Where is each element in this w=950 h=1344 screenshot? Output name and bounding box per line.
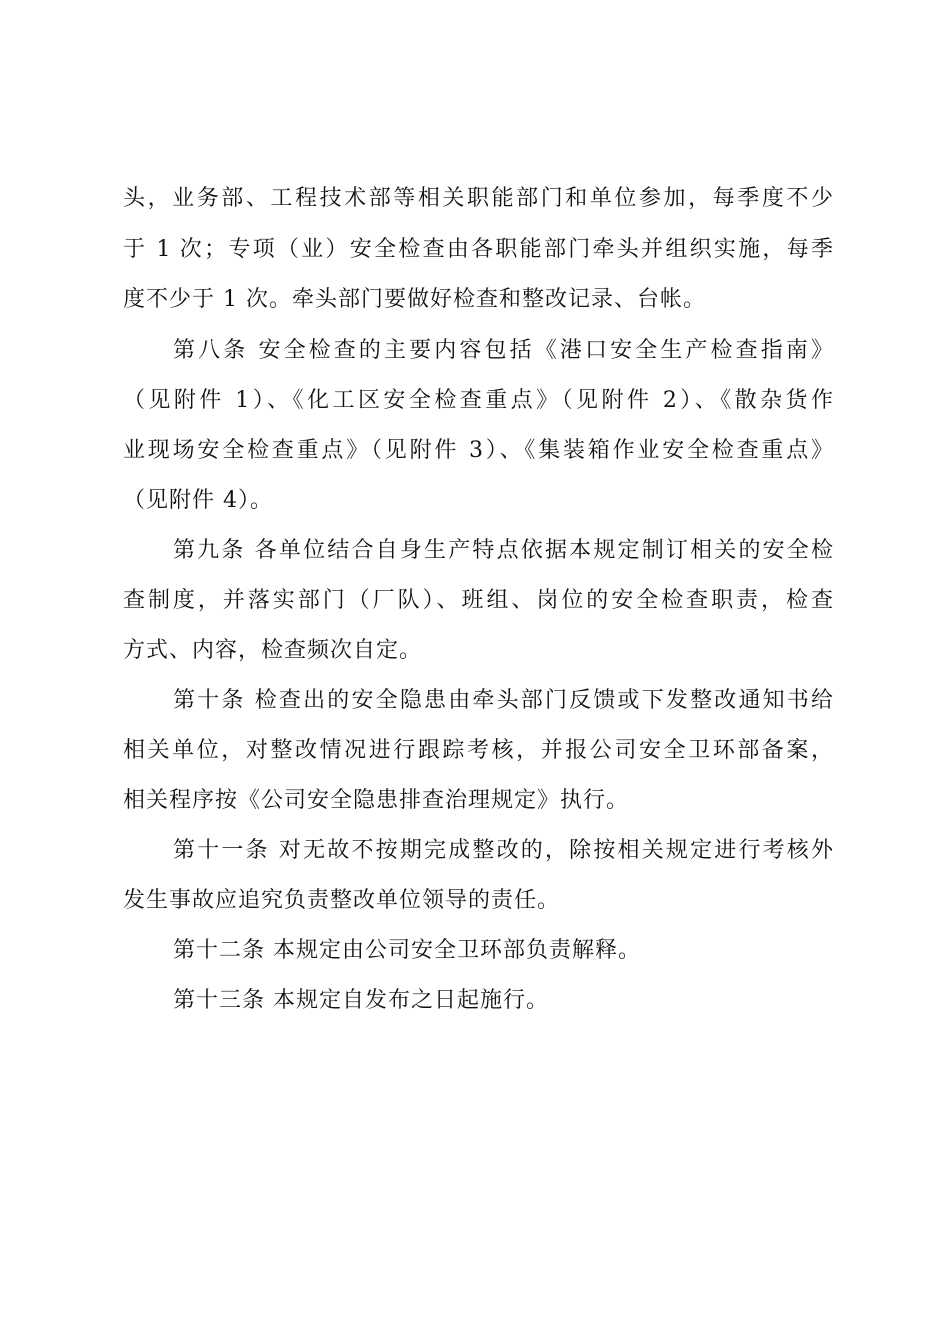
text-line: （见附件 4）。 [123,488,273,513]
article-8-line: 第八条 安全检查的主要内容包括《港口安全生产检查指南》 [173,338,833,363]
article-12-line: 第十二条 本规定由公司安全卫环部负责解释。 [173,938,641,963]
article-10-line: 第十条 检查出的安全隐患由牵头部门反馈或下发整改通知书给 [173,688,833,713]
text-line: 度不少于 1 次。牵头部门要做好检查和整改记录、台帐。 [123,287,706,312]
text-line: 头，业务部、工程技术部等相关职能部门和单位参加，每季度不少 [123,186,833,211]
text-line: 于 1 次；专项（业）安全检查由各职能部门牵头并组织实施，每季 [123,237,833,262]
text-line: （见附件 1）、《化工区安全检查重点》（见附件 2）、《散杂货作 [123,388,833,413]
text-line: 方式、内容，检查频次自定。 [123,638,423,663]
text-line: 业现场安全检查重点》（见附件 3）、《集装箱作业安全检查重点》 [123,438,833,463]
text-line: 相关程序按《公司安全隐患排查治理规定》执行。 [123,788,630,813]
article-11-line: 第十一条 对无故不按期完成整改的，除按相关规定进行考核外 [173,838,833,863]
text-line: 相关单位，对整改情况进行跟踪考核，并报公司安全卫环部备案， [123,738,833,763]
article-13-line: 第十三条 本规定自发布之日起施行。 [173,988,549,1013]
article-9-line: 第九条 各单位结合自身生产特点依据本规定制订相关的安全检 [173,538,833,563]
text-line: 查制度，并落实部门（厂队）、班组、岗位的安全检查职责，检查 [123,588,833,613]
text-line: 发生事故应追究负责整改单位领导的责任。 [123,888,561,913]
